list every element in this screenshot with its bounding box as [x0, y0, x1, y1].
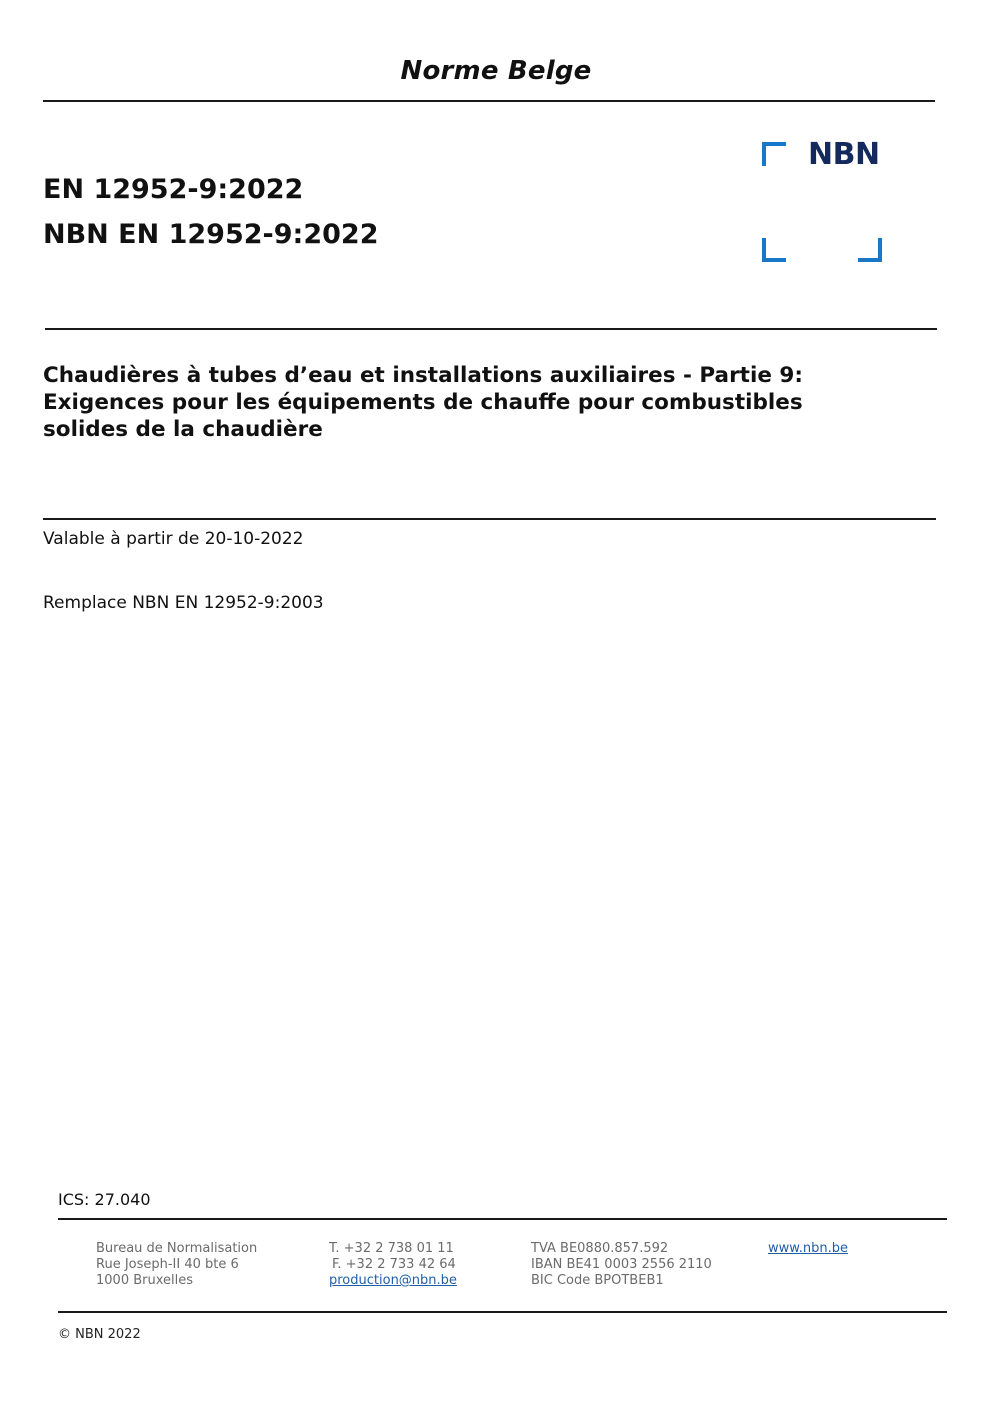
page-header-title: Norme Belge — [400, 56, 592, 86]
document-title — [43, 362, 923, 443]
replaces-standard: Remplace NBN EN 12952-9:2003 — [43, 593, 324, 613]
footer-bank — [531, 1241, 712, 1289]
document-title-line: solides de la chaudière — [43, 417, 323, 442]
standard-code-en: EN 12952-9:2022 — [43, 174, 304, 205]
email-link[interactable]: production@nbn.be — [329, 1273, 457, 1288]
logo-corner-bottom-left — [762, 238, 786, 262]
logo-corner-bottom-right — [858, 238, 882, 262]
title-top-divider — [45, 328, 937, 330]
ics-code: ICS: 27.040 — [58, 1190, 151, 1209]
footer-web — [768, 1241, 848, 1257]
logo-corner-top-left — [762, 142, 786, 166]
copyright-notice: © NBN 2022 — [58, 1327, 141, 1342]
header-divider — [43, 100, 935, 102]
nbn-logo-text: NBN — [808, 137, 880, 172]
footer-address — [96, 1241, 257, 1289]
fax-number: F. +32 2 733 42 64 — [332, 1257, 456, 1272]
website-link[interactable]: www.nbn.be — [768, 1241, 848, 1256]
address-line: 1000 Bruxelles — [96, 1273, 194, 1288]
document-title-line: Exigences pour les équipements de chauffe pour combustibles — [43, 390, 803, 415]
document-title-line: Chaudières à tubes d’eau et installations auxiliaires - Partie 9: — [43, 363, 803, 388]
footer-top-divider — [58, 1218, 947, 1220]
bic-code: BIC Code BPOTBEB1 — [531, 1273, 664, 1288]
footer-bottom-divider — [58, 1311, 947, 1313]
phone-number: T. +32 2 738 01 11 — [329, 1241, 454, 1256]
address-line: Rue Joseph-II 40 bte 6 — [96, 1257, 239, 1272]
validity-date: Valable à partir de 20-10-2022 — [43, 529, 304, 549]
standard-code-nbn: NBN EN 12952-9:2022 — [43, 219, 379, 250]
footer-contact — [329, 1241, 457, 1289]
vat-number: TVA BE0880.857.592 — [531, 1241, 669, 1256]
title-bottom-divider — [43, 518, 936, 520]
iban-number: IBAN BE41 0003 2556 2110 — [531, 1257, 712, 1272]
address-line: Bureau de Normalisation — [96, 1241, 258, 1256]
